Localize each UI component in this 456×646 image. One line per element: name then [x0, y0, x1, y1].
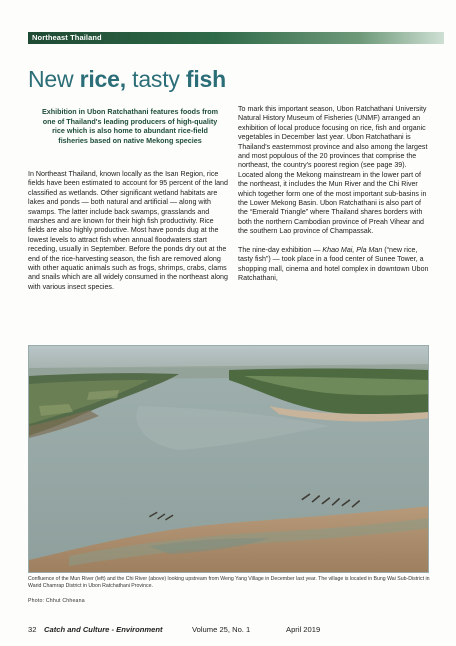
- body-paragraph: To mark this important season, Ubon Ratchathani University Natural History Museum of Fisheries (UNMF) arranged an exhibition of local produce focusing on rice, fish and organic vegetables in December last year. Ubon Ratchathani is Thailand's easternmost province and also among the largest and most populous of the 20 provinces that comprise the northeast, the country's poorest region (see page 39). Located along the Mekong mainstream in the lower part of the northeast, it includes the Mun River and the Chi River which together form one of the most important sub-basins in the Lower Mekong Basin. Ubon Ratchathani is also part of the “Emerald Triangle” where Thailand shares borders with both the northern Cambodian province of Preah Vihear and the southern Lao province of Champassak.: [238, 105, 428, 236]
- journal-title: Catch and Culture - Environment: [44, 625, 163, 634]
- issue-date: April 2019: [286, 625, 321, 634]
- paragraph-text: The nine-day exhibition —: [238, 245, 323, 254]
- body-paragraph: [238, 246, 432, 284]
- paragraph-text: (“new rice, tasty fish”) — took place in a food center of Sunee Tower, a shopping mall, cinema and hotel complex in downtown Ubon Ratchathani,: [238, 245, 429, 282]
- volume-info: Volume 25, No. 1: [192, 625, 251, 634]
- article-subhead: Exhibition in Ubon Ratchathani features foods from one of Thailand's leading producers of high-quality rice which is also home to abundant rice-field fisheries based on native Mekong species: [41, 107, 219, 145]
- article-title: [28, 66, 226, 96]
- title-word-2: rice,: [79, 66, 126, 92]
- photo-caption: Confluence of the Mun River (left) and the Chi River (above) looking upstream from Weng Yang Village in December last year. The village is located in Bung Wai Sub-District in Warid Chamrap District in Ubon Ratchathani Province.: [28, 576, 430, 589]
- page-number: 32: [28, 625, 37, 634]
- body-column-left: In Northeast Thailand, known locally as the Isan Region, rice fields have been estimated to account for 95 percent of the land classified as wetlands. Other significant wetland habitats are lakes and ponds — both natural and artificial — along with swamps. The latter include back swamps, grasslands and marshes and are known for their high fish productivity. Rice fields are also highly productive. Most have ponds dug at the lowest levels to attract fish when annual floodwaters start receding, usually in September. Before the ponds dry out at the end of the rice-harvesting season, the fish are removed along with other aquatic animals such as frogs, shrimps, crabs, clams and snails which are all widely consumed in the northeast along with various insect species.: [28, 170, 228, 291]
- title-word-3: tasty: [125, 66, 186, 92]
- river-confluence-photo: [28, 345, 429, 573]
- title-word-4: fish: [185, 66, 226, 92]
- section-header-bar: [28, 32, 444, 44]
- title-word-1: New: [28, 66, 80, 92]
- exhibition-name: Khao Mai, Pla Man: [322, 245, 383, 254]
- page-footer: [28, 625, 438, 635]
- section-label: Northeast Thailand: [32, 33, 102, 42]
- photo-credit: Photo: Chhut Chheana: [28, 598, 85, 604]
- body-column-right: [238, 105, 432, 283]
